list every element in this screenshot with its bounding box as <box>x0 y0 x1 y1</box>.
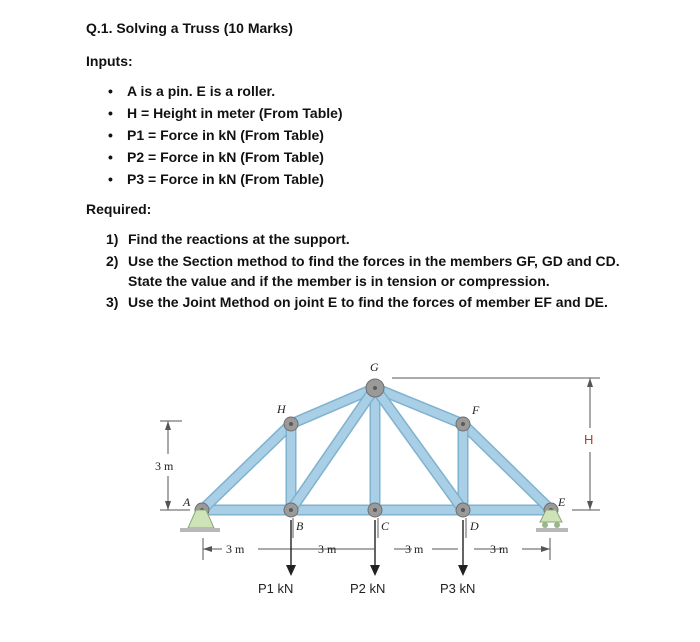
bullet-dot: • <box>108 127 113 143</box>
required-item: Use the Section method to find the forces in the members GF, GD and CD. <box>128 253 620 269</box>
input-item: P2 = Force in kN (From Table) <box>127 149 324 165</box>
load-label-p3: P3 kN <box>440 581 476 596</box>
member-fe <box>463 424 551 510</box>
input-item: P1 = Force in kN (From Table) <box>127 127 324 143</box>
required-num: 3) <box>106 294 119 310</box>
load-arrowheads <box>286 565 468 576</box>
inputs-heading: Inputs: <box>86 53 133 69</box>
node-label-a: A <box>183 495 191 509</box>
node-label-h: H <box>277 402 286 416</box>
input-item: A is a pin. E is a roller. <box>127 83 276 99</box>
required-item-continued: State the value and if the member is in tension or compression. <box>128 273 550 289</box>
load-label-p1: P1 kN <box>258 581 294 596</box>
node-label-b: B <box>296 519 304 533</box>
node-label-e: E <box>558 495 566 509</box>
plate-bolt <box>289 422 293 426</box>
plate-bolt <box>373 386 377 390</box>
node-label-f: F <box>472 403 480 417</box>
load-arrows <box>291 520 463 568</box>
input-item: H = Height in meter (From Table) <box>127 105 343 121</box>
required-heading: Required: <box>86 201 152 217</box>
plate-bolt <box>289 508 293 512</box>
span-label: 3 m <box>226 542 245 556</box>
bullet-dot: • <box>108 105 113 121</box>
node-label-frames <box>293 518 466 538</box>
bullet-dot: • <box>108 149 113 165</box>
required-num: 2) <box>106 253 119 269</box>
node-label-g: G <box>370 360 379 374</box>
input-item: P3 = Force in kN (From Table) <box>127 171 324 187</box>
node-label-c: C <box>381 519 390 533</box>
member-ah <box>202 424 291 510</box>
plate-bolt <box>373 508 377 512</box>
span-label: 3 m <box>318 542 337 556</box>
plate-bolt <box>461 422 465 426</box>
dimension-left-label: 3 m <box>155 459 174 473</box>
load-label-p2: P2 kN <box>350 581 386 596</box>
required-item: Find the reactions at the support. <box>128 231 350 247</box>
required-item: Use the Joint Method on joint E to find the forces of member EF and DE. <box>128 294 608 310</box>
node-label-d: D <box>470 519 479 533</box>
question-title: Q.1. Solving a Truss (10 Marks) <box>86 20 293 36</box>
truss-members <box>202 388 551 510</box>
span-label: 3 m <box>405 542 424 556</box>
plate-bolt <box>461 508 465 512</box>
span-label: 3 m <box>490 542 509 556</box>
bullet-dot: • <box>108 83 113 99</box>
bullet-dot: • <box>108 171 113 187</box>
required-num: 1) <box>106 231 119 247</box>
dimension-height-label: H <box>584 432 594 447</box>
